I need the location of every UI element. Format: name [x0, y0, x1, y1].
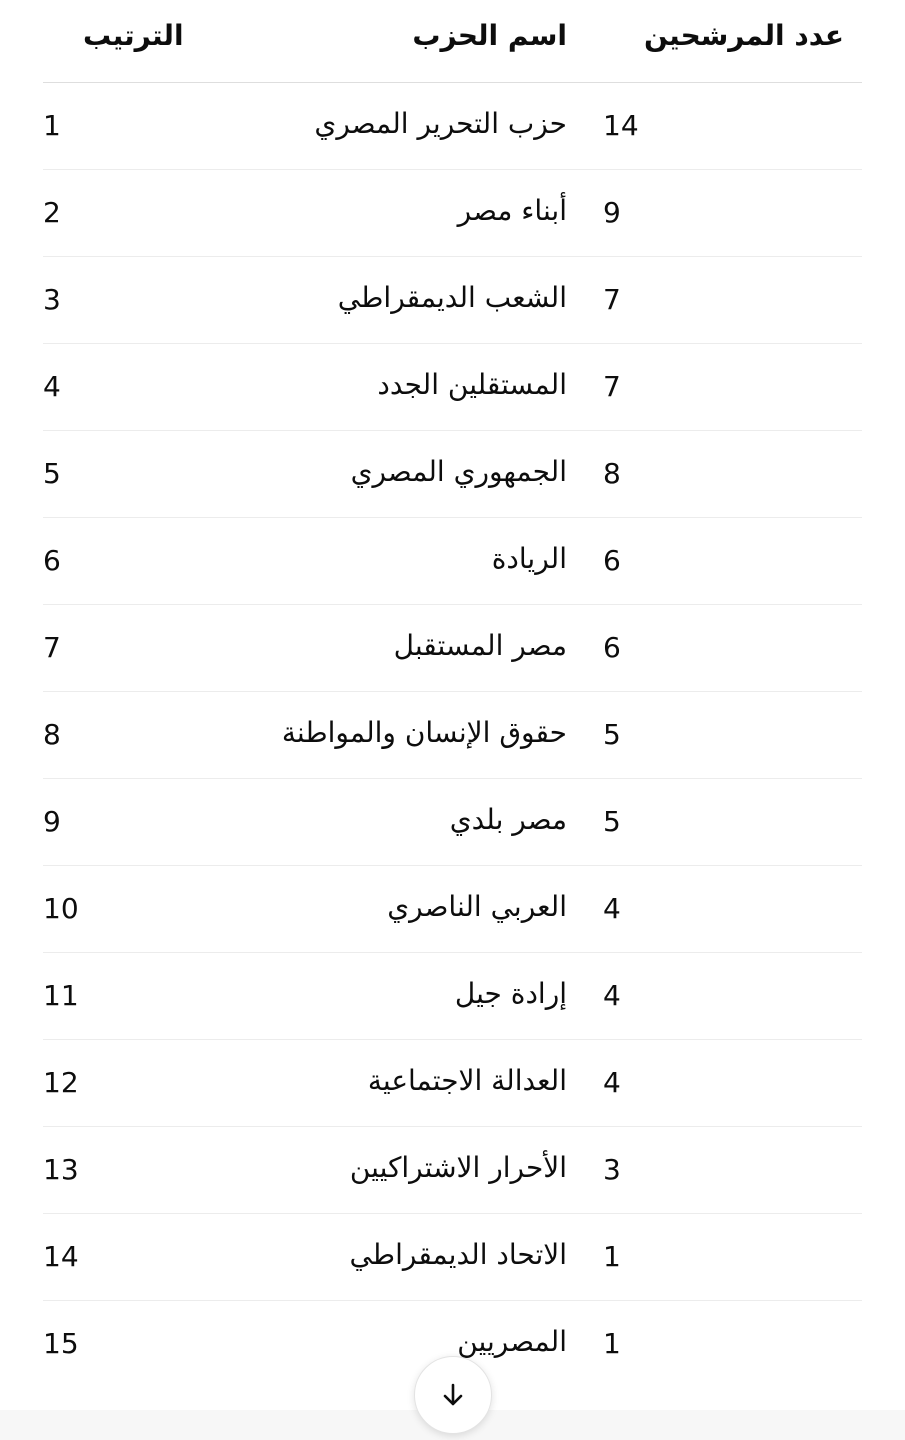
rank-cell: 4: [43, 370, 61, 403]
table-header: [43, 0, 862, 83]
table-row: [43, 866, 862, 953]
count-cell: 5: [603, 718, 621, 751]
rank-cell: 7: [43, 631, 61, 664]
count-cell: 4: [603, 892, 621, 925]
count-cell: 4: [603, 979, 621, 1012]
table-row: [43, 692, 862, 779]
count-cell: 6: [603, 544, 621, 577]
party-name-cell: الريادة: [491, 542, 567, 575]
scroll-down-button[interactable]: [414, 1356, 492, 1434]
party-name-cell: العربي الناصري: [387, 890, 567, 923]
count-cell: 7: [603, 370, 621, 403]
rank-cell: 12: [43, 1066, 79, 1099]
count-cell: 1: [603, 1327, 621, 1360]
table-row: [43, 518, 862, 605]
party-name-cell: المصريين: [457, 1325, 567, 1358]
table-row: [43, 1127, 862, 1214]
party-name-cell: الأحرار الاشتراكيين: [349, 1151, 567, 1184]
header-rank: الترتيب: [83, 19, 184, 52]
rank-cell: 15: [43, 1327, 79, 1360]
count-cell: 4: [603, 1066, 621, 1099]
table-row: [43, 779, 862, 866]
party-name-cell: مصر المستقبل: [393, 629, 567, 662]
party-name-cell: المستقلين الجدد: [377, 368, 567, 401]
party-name-cell: العدالة الاجتماعية: [367, 1064, 567, 1097]
rank-cell: 3: [43, 283, 61, 316]
count-cell: 6: [603, 631, 621, 664]
party-name-cell: الشعب الديمقراطي: [337, 281, 567, 314]
count-cell: 7: [603, 283, 621, 316]
header-count: عدد المرشحين: [643, 19, 844, 52]
rank-cell: 5: [43, 457, 61, 490]
count-cell: 9: [603, 196, 621, 229]
header-name: اسم الحزب: [412, 19, 567, 52]
rank-cell: 2: [43, 196, 61, 229]
rank-cell: 10: [43, 892, 79, 925]
table-row: [43, 431, 862, 518]
count-cell: 3: [603, 1153, 621, 1186]
count-cell: 1: [603, 1240, 621, 1273]
party-name-cell: الاتحاد الديمقراطي: [349, 1238, 567, 1271]
rank-cell: 14: [43, 1240, 79, 1273]
rank-cell: 1: [43, 109, 61, 142]
rank-cell: 13: [43, 1153, 79, 1186]
table-row: [43, 953, 862, 1040]
table-row: [43, 1214, 862, 1301]
rank-cell: 6: [43, 544, 61, 577]
table-row: [43, 83, 862, 170]
parties-table: [43, 0, 862, 1387]
rank-cell: 9: [43, 805, 61, 838]
arrow-down-icon: [438, 1380, 468, 1410]
party-name-cell: الجمهوري المصري: [350, 455, 567, 488]
table-row: [43, 170, 862, 257]
rank-cell: 8: [43, 718, 61, 751]
table-row: [43, 344, 862, 431]
party-name-cell: أبناء مصر: [457, 194, 567, 227]
party-name-cell: مصر بلدي: [449, 803, 567, 836]
count-cell: 5: [603, 805, 621, 838]
party-name-cell: حزب التحرير المصري: [314, 107, 567, 140]
count-cell: 8: [603, 457, 621, 490]
party-name-cell: إرادة جيل: [454, 977, 567, 1010]
rank-cell: 11: [43, 979, 79, 1012]
table-row: [43, 257, 862, 344]
count-cell: 14: [603, 109, 639, 142]
party-name-cell: حقوق الإنسان والمواطنة: [281, 716, 567, 749]
table-row: [43, 1040, 862, 1127]
table-row: [43, 605, 862, 692]
